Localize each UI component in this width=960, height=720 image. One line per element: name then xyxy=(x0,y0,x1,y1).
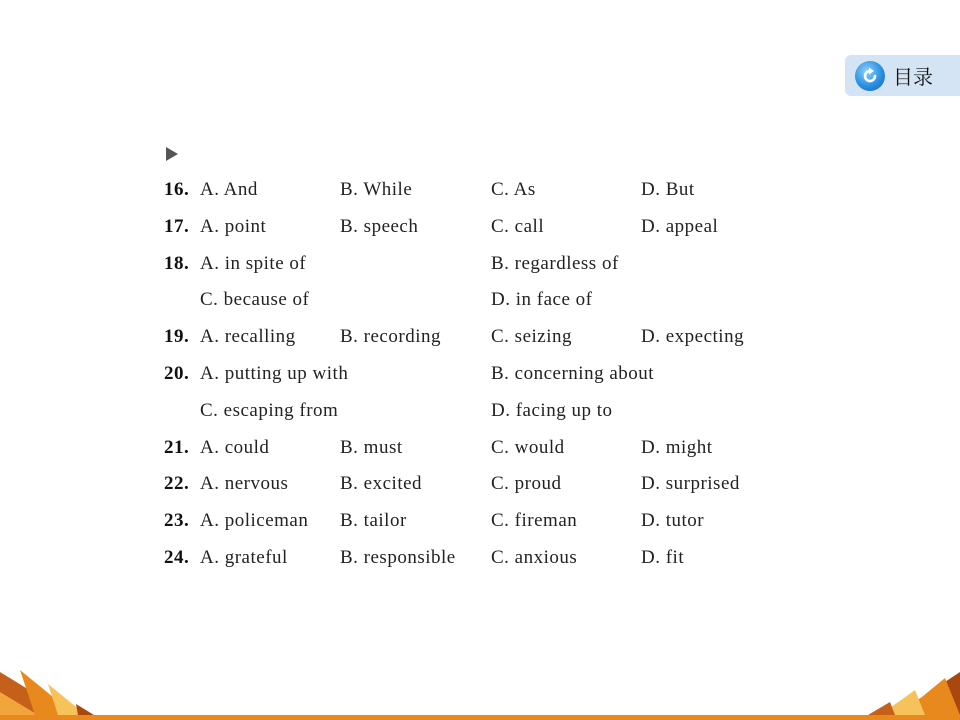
option-b: B. tailor xyxy=(340,510,407,532)
question-number: 23. xyxy=(164,510,190,532)
option-b: B. responsible xyxy=(340,546,456,568)
option-d: D. expecting xyxy=(641,326,745,348)
question-number: 24. xyxy=(164,546,190,568)
option-b: B. excited xyxy=(340,473,423,495)
option-c: D. in face of xyxy=(491,289,593,311)
option-c: C. fireman xyxy=(491,510,578,532)
question-row xyxy=(0,320,960,357)
option-d: D. tutor xyxy=(641,510,705,532)
option-d: D. might xyxy=(641,436,713,458)
decorative-corner-graphics xyxy=(0,640,960,720)
option-a: A. point xyxy=(200,215,267,237)
option-a: A. in spite of xyxy=(200,252,307,274)
refresh-circle-icon xyxy=(855,61,885,91)
option-a: A. putting up with xyxy=(200,362,349,384)
question-row xyxy=(0,541,960,578)
question-row xyxy=(0,357,960,394)
option-c: C. As xyxy=(491,179,536,200)
option-b: B. While xyxy=(340,179,413,200)
option-a: C. escaping from xyxy=(200,399,339,421)
option-b: B. speech xyxy=(340,215,419,237)
option-d: D. surprised xyxy=(641,473,740,495)
option-a: A. nervous xyxy=(200,473,289,495)
question-row xyxy=(0,431,960,468)
option-d: D. fit xyxy=(641,546,685,568)
question-row xyxy=(0,467,960,504)
option-a: C. because of xyxy=(200,289,310,311)
question-number: 19. xyxy=(164,326,190,348)
question-row xyxy=(0,394,960,431)
question-row xyxy=(0,283,960,320)
option-c: C. seizing xyxy=(491,326,572,348)
question-row xyxy=(0,504,960,541)
option-a: A. grateful xyxy=(200,546,288,568)
question-number: 18. xyxy=(164,252,190,274)
option-d: D. appeal xyxy=(641,215,719,237)
question-row xyxy=(0,173,960,210)
option-b: B. recording xyxy=(340,326,441,348)
option-c: C. proud xyxy=(491,473,562,495)
option-a: A. And xyxy=(200,179,258,200)
option-d: D. But xyxy=(641,179,695,200)
toc-label: 目录 xyxy=(893,65,933,89)
option-c: D. facing up to xyxy=(491,399,613,421)
question-number: 16. xyxy=(164,179,190,200)
option-a: A. recalling xyxy=(200,326,296,348)
toc-button[interactable] xyxy=(845,55,960,96)
question-row xyxy=(0,210,960,247)
option-c: B. concerning about xyxy=(491,362,655,384)
question-number: 17. xyxy=(164,215,190,237)
question-list xyxy=(0,173,960,578)
option-a: A. policeman xyxy=(200,510,309,532)
option-a: A. could xyxy=(200,436,270,458)
option-c: C. anxious xyxy=(491,546,578,568)
question-row xyxy=(0,247,960,284)
triangle-play-icon xyxy=(166,147,178,161)
option-b: B. must xyxy=(340,436,403,458)
question-number: 21. xyxy=(164,436,190,458)
question-number: 20. xyxy=(164,362,190,384)
question-number: 22. xyxy=(164,473,190,495)
option-c: C. call xyxy=(491,215,545,237)
option-c: C. would xyxy=(491,436,565,458)
option-c: B. regardless of xyxy=(491,252,619,274)
